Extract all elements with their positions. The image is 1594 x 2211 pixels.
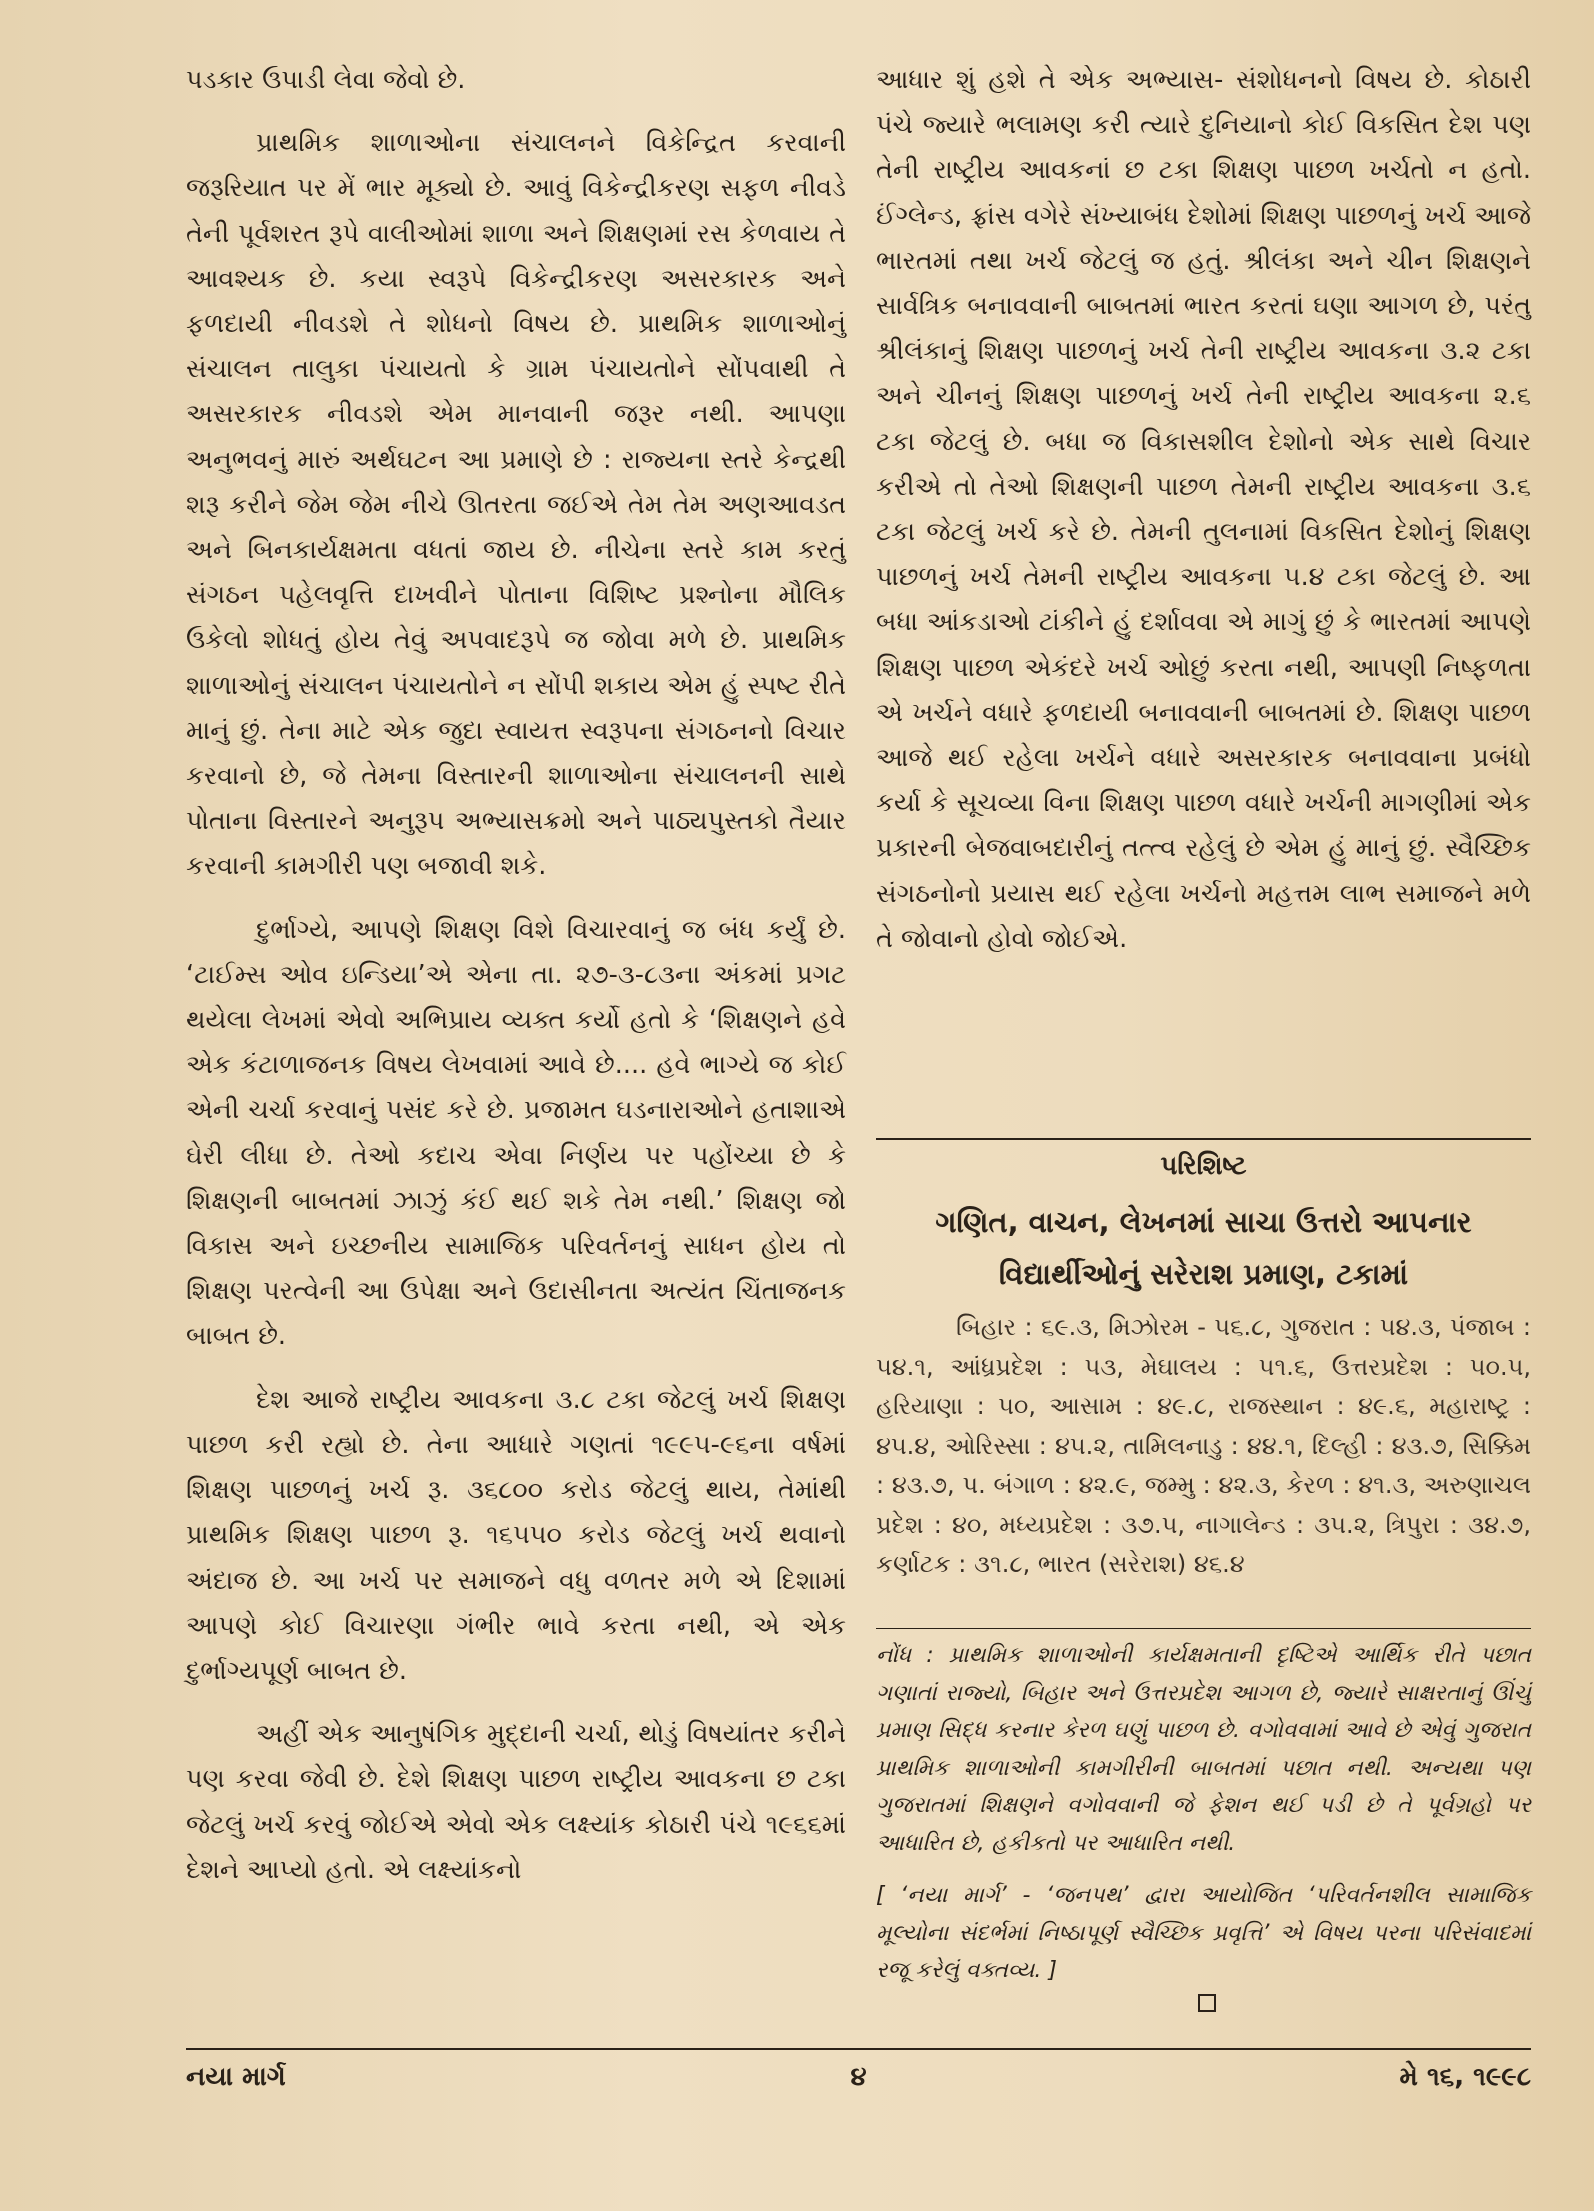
- paragraph: દેશ આજે રાષ્ટ્રીય આવકના ૩.૮ ટકા જેટલું ખર્ચ શિક્ષણ પાછળ કરી રહ્યો છે. તેના આધારે ગણતાં ૧૯૯૫-૯૬ના વર્ષમાં શિક્ષણ પાછળનું ખર્ચ રૂ. ૩૬૮૦૦ કરોડ જેટલું થાય, તેમાંથી પ્રાથમિક શિક્ષણ પાછળ રૂ. ૧૬૫૫૦ કરોડ જેટલું ખર્ચ થવાનો અંદાજ છે. આ ખર્ચ પર સમાજને વધુ વળતર મળે એ દિશામાં આપણે કોઈ વિચારણા ગંભીર ભાવે કરતા નથી, એ એક દુર્ભાગ્યપૂર્ણ બાબત છે.: [186, 1384, 846, 1686]
- appendix-statistics: બિહાર : ૬૯.૩, મિઝોરમ - ૫૬.૮, ગુજરાત : ૫૪.૩, પંજાબ : ૫૪.૧, આંધ્રપ્રદેશ : ૫૩, મેઘાલય : ૫૧.૬, ઉત્તરપ્રદેશ : ૫૦.૫, હરિયાણા : ૫૦, આસામ : ૪૯.૮, રાજસ્થાન : ૪૯.૬, મહારાષ્ટ્ર : ૪૫.૪, ઓરિસ્સા : ૪૫.૨, તામિલનાડુ : ૪૪.૧, દિલ્હી : ૪૩.૭, સિક્કિમ : ૪૩.૭, પ. બંગાળ : ૪૨.૯, જમ્મુ : ૪૨.૩, કેરળ : ૪૧.૩, અરુણાચલ પ્રદેશ : ૪૦, મધ્યપ્રદેશ : ૩૭.૫, નાગાલેન્ડ : ૩૫.૨, ત્રિપુરા : ૩૪.૭, કર્ણાટક : ૩૧.૮, ભારત (સરેરાશ) ૪૬.૪: [876, 1313, 1531, 1578]
- footer-divider: [186, 2048, 1531, 2050]
- end-mark-icon: [1198, 1994, 1216, 2012]
- appendix-title-line: વિદ્યાર્થીઓનું સરેરાશ પ્રમાણ, ટકામાં: [998, 1257, 1409, 1291]
- section-divider: [876, 1138, 1531, 1140]
- paragraph: અહીં એક આનુષંગિક મુદ્દાની ચર્ચા, થોડું વિષયાંતર કરીને પણ કરવા જેવી છે. દેશે શિક્ષણ પાછળ રાષ્ટ્રીય આવકના છ ટકા જેટલું ખર્ચ કરવું જોઈએ એવો એક લક્ષ્યાંક કોઠારી પંચે ૧૯૬૬માં દેશને આપ્યો હતો. એ લક્ષ્યાંકનો: [186, 1719, 846, 1885]
- paragraph: પ્રાથમિક શાળાઓના સંચાલનને વિકેન્દ્રિત કરવાની જરૂરિયાત પર મેં ભાર મૂક્યો છે. આવું વિકેન્દ્રીકરણ સફળ નીવડે તેની પૂર્વશરત રૂપે વાલીઓમાં શાળા અને શિક્ષણમાં રસ કેળવાય તે આવશ્યક છે. કયા સ્વરૂપે વિકેન્દ્રીકરણ અસરકારક અને ફળદાયી નીવડશે તે શોધનો વિષય છે. પ્રાથમિક શાળાઓનું સંચાલન તાલુકા પંચાયતો કે ગ્રામ પંચાયતોને સોંપવાથી તે અસરકારક નીવડશે એમ માનવાની જરૂર નથી. આપણા અનુભવનું મારું અર્થઘટન આ પ્રમાણે છે : રાજ્યના સ્તરે કેન્દ્રથી શરૂ કરીને જેમ જેમ નીચે ઊતરતા જઈએ તેમ તેમ અણઆવડત અને બિનકાર્યક્ષમતા વધતાં જાય છે. નીચેના સ્તરે કામ કરતું સંગઠન પહેલવૃત્તિ દાખવીને પોતાના વિશિષ્ટ પ્રશ્નોના મૌલિક ઉકેલો શોધતું હોય તેવું અપવાદરૂપે જ જોવા મળે છે. પ્રાથમિક શાળાઓનું સંચાલન પંચાયતોને ન સોંપી શકાય એમ હું સ્પષ્ટ રીતે માનું છું. તેના માટે એક જુદા સ્વાયત્ત સ્વરૂપના સંગઠનનો વિચાર કરવાનો છે, જે તેમના વિસ્તારની શાળાઓના સંચાલનની સાથે પોતાના વિસ્તારને અનુરૂપ અભ્યાસક્રમો અને પાઠ્યપુસ્તકો તૈયાર કરવાની કામગીરી પણ બજાવી શકે.: [186, 128, 846, 882]
- issue-date: મે ૧૬, ૧૯૯૮: [1399, 2062, 1531, 2092]
- appendix-title: [876, 1196, 1531, 1300]
- paragraph: આધાર શું હશે તે એક અભ્યાસ- સંશોધનનો વિષય છે. કોઠારી પંચે જ્યારે ભલામણ કરી ત્યારે દુનિયાનો કોઈ વિકસિત દેશ પણ તેની રાષ્ટ્રીય આવકનાં છ ટકા શિક્ષણ પાછળ ખર્ચતો ન હતો. ઈંગ્લેન્ડ, ફ્રાંસ વગેરે સંખ્યાબંધ દેશોમાં શિક્ષણ પાછળનું ખર્ચ આજે ભારતમાં તથા ખર્ચ જેટલું જ હતું. શ્રીલંકા અને ચીન શિક્ષણને સાર્વત્રિક બનાવવાની બાબતમાં ભારત કરતાં ઘણા આગળ છે, પરંતુ શ્રીલંકાનું શિક્ષણ પાછળનું ખર્ચ તેની રાષ્ટ્રીય આવકના ૩.૨ ટકા અને ચીનનું શિક્ષણ પાછળનું ખર્ચ તેની રાષ્ટ્રીય આવકના ૨.૬ ટકા જેટલું છે. બધા જ વિકાસશીલ દેશોનો એક સાથે વિચાર કરીએ તો તેઓ શિક્ષણની પાછળ તેમની રાષ્ટ્રીય આવકના ૩.૬ ટકા જેટલું ખર્ચ કરે છે. તેમની તુલનામાં વિકસિત દેશોનું શિક્ષણ પાછળનું ખર્ચ તેમની રાષ્ટ્રીય આવકના ૫.૪ ટકા જેટલું છે. આ બધા આંકડાઓ ટાંકીને હું દર્શાવવા એ માગું છું કે ભારતમાં આપણે શિક્ષણ પાછળ એકંદરે ખર્ચ ઓછું કરતા નથી, આપણી નિષ્ફળતા એ ખર્ચને વધારે ફળદાયી બનાવવાની બાબતમાં છે. શિક્ષણ પાછળ આજે થઈ રહેલા ખર્ચને વધારે અસરકારક બનાવવાના પ્રબંધો કર્યા કે સૂચવ્યા વિના શિક્ષણ પાછળ વધારે ખર્ચની માગણીમાં એક પ્રકારની બેજવાબદારીનું તત્ત્વ રહેલું છે એમ હું માનું છું. સ્વૈચ્છિક સંગઠનોનો પ્રયાસ થઈ રહેલા ખર્ચનો મહત્તમ લાભ સમાજને મળે તે જોવાનો હોવો જોઈએ.: [876, 65, 1531, 954]
- note-divider: [876, 1628, 1531, 1629]
- paragraph: દુર્ભાગ્યે, આપણે શિક્ષણ વિશે વિચારવાનું જ બંધ કર્યું છે. ‘ટાઈમ્સ ઓવ ઇન્ડિયા’એ એના તા. ૨૭-૩-૮૩ના અંકમાં પ્રગટ થયેલા લેખમાં એવો અભિપ્રાય વ્યક્ત કર્યો હતો કે ‘શિક્ષણને હવે એક કંટાળાજનક વિષય લેખવામાં આવે છે.... હવે ભાગ્યે જ કોઈ એની ચર્ચા કરવાનું પસંદ કરે છે. પ્રજામત ઘડનારાઓને હતાશાએ ઘેરી લીધા છે. તેઓ કદાચ એવા નિર્ણય પર પહોંચ્યા છે કે શિક્ષણની બાબતમાં ઝાઝું કંઈ થઈ શકે તેમ નથી.’ શિક્ષણ જો વિકાસ અને ઇચ્છનીય સામાજિક પરિવર્તનનું સાધન હોય તો શિક્ષણ પરત્વેની આ ઉપેક્ષા અને ઉદાસીનતા અત્યંત ચિંતાજનક બાબત છે.: [186, 914, 846, 1352]
- publication-name: નયા માર્ગ: [186, 2062, 286, 2092]
- left-column: [186, 58, 846, 1893]
- paragraph: પડકાર ઉપાડી લેવા જેવો છે.: [186, 65, 466, 95]
- page-number: ૪: [850, 2062, 867, 2092]
- appendix-heading: પરિશિષ્ટ: [1160, 1151, 1247, 1181]
- appendix-note: નોંધ : પ્રાથમિક શાળાઓની કાર્યક્ષમતાની દૃષ્ટિએ આર્થિક રીતે પછાત ગણાતાં રાજ્યો, બિહાર અને ઉત્તરપ્રદેશ આગળ છે, જ્યારે સાક્ષરતાનું ઊંચું પ્રમાણ સિદ્ધ કરનાર કેરળ ઘણું પાછળ છે. વગોવવામાં આવે છે એવું ગુજરાત પ્રાથમિક શાળાઓની કામગીરીની બાબતમાં પછાત નથી. અન્યથા પણ ગુજરાતમાં શિક્ષણને વગોવવાની જે ફેશન થઈ પડી છે તે પૂર્વગ્રહો પર આધારિત છે, હકીકતો પર આધારિત નથી.: [876, 1643, 1531, 1856]
- appendix-title-line: ગણિત, વાચન, લેખનમાં સાચા ઉત્તરો આપનાર: [935, 1205, 1472, 1239]
- source-note: [ ‘નયા માર્ગ’ - ‘જનપથ’ દ્વારા આયોજિત ‘પરિવર્તનશીલ સામાજિક મૂલ્યોના સંદર્ભમાં નિષ્ઠાપૂર્ણ સ્વૈચ્છિક પ્રવૃત્તિ’ એ વિષય પરના પરિસંવાદમાં રજૂ કરેલું વક્તવ્ય. ]: [876, 1883, 1531, 1983]
- right-column: [876, 58, 1531, 962]
